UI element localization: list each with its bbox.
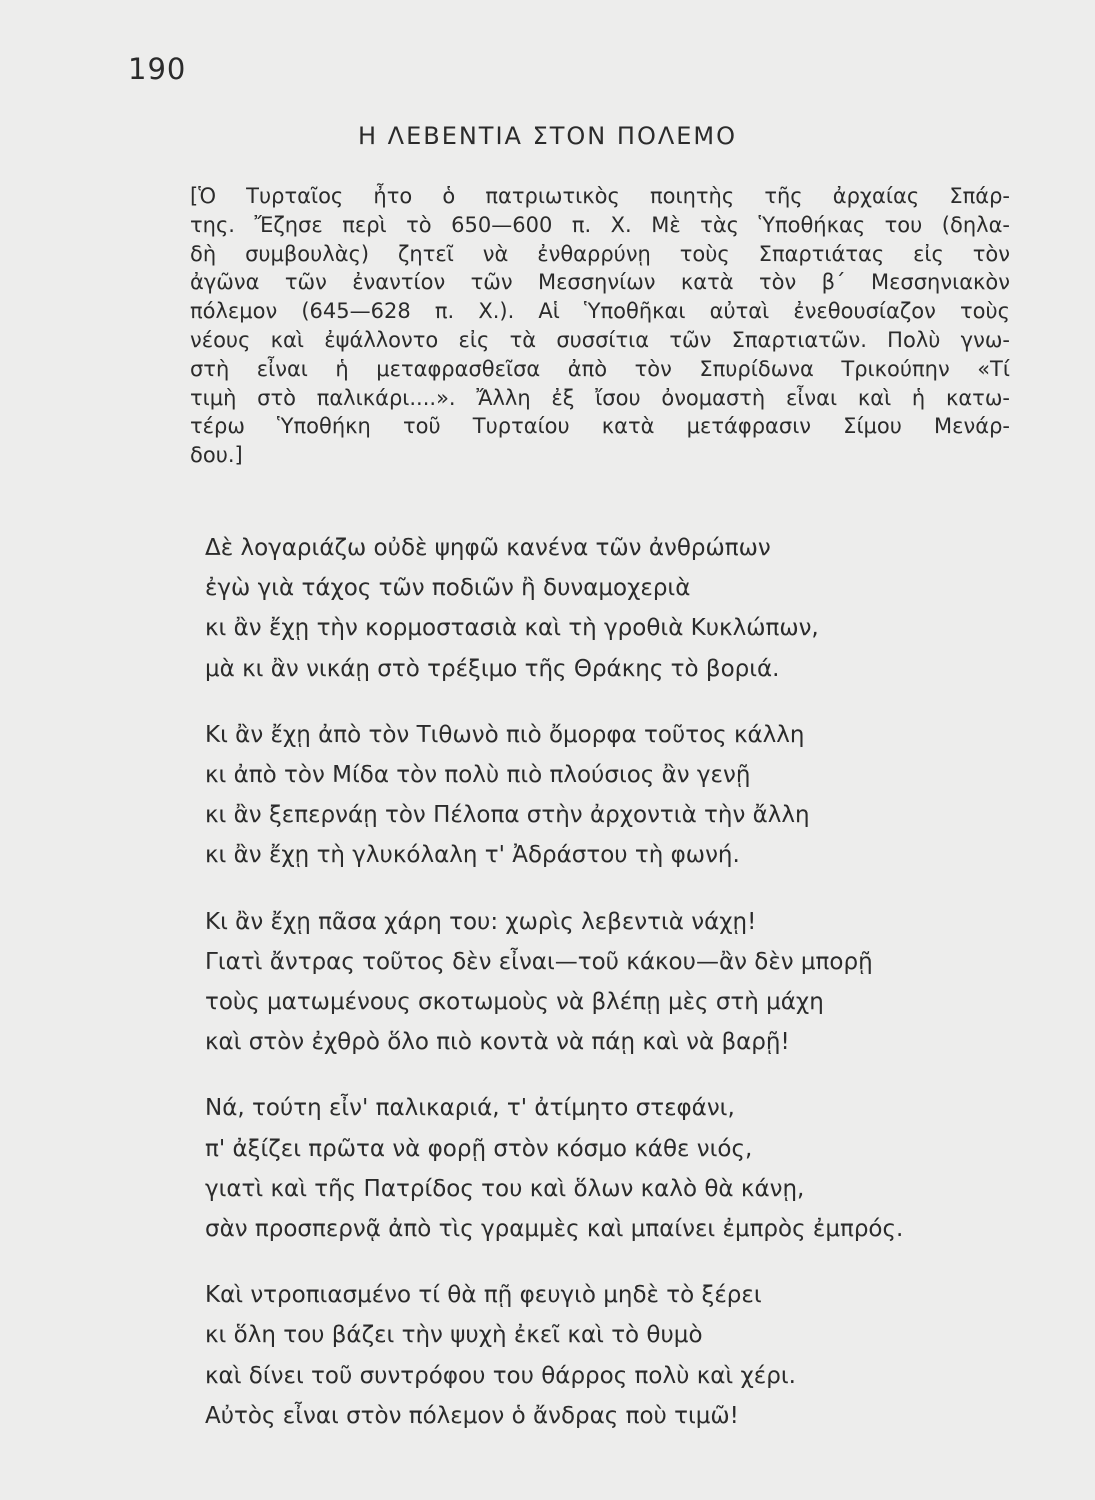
verse-line: Γιατὶ ἄντρας τοῦτος δὲν εἶναι—τοῦ κάκου—ἂν δὲν μπορῇ xyxy=(205,948,873,975)
poem xyxy=(205,528,965,1462)
verse-line: τοὺς ματωμένους σκοτωμοὺς νὰ βλέπῃ μὲς στὴ μάχη xyxy=(205,989,824,1016)
intro-line: [Ὁ Τυρταῖος ἦτο ὁ πατριωτικὸς ποιητὴς τῆς ἀρχαίας Σπάρ- xyxy=(190,184,1010,208)
verse-line: καὶ στὸν ἐχθρὸ ὅλο πιὸ κοντὰ νὰ πάῃ καὶ νὰ βαρῇ! xyxy=(205,1029,790,1056)
intro-line: τέρω Ὑποθήκη τοῦ Τυρταίου κατὰ μετάφρασιν Σίμου Μενάρ- xyxy=(190,414,1010,439)
intro-paragraph xyxy=(190,182,1010,470)
intro-line: ἀγῶνα τῶν ἐναντίον τῶν Μεσσηνίων κατὰ τὸν β΄ Μεσσηνιακὸν xyxy=(190,270,1010,295)
stanza xyxy=(205,715,965,876)
verse-line: κι ἀπὸ τὸν Μίδα τὸν πολὺ πιὸ πλούσιος ἂν γενῇ xyxy=(205,762,751,789)
verse-line: κι ἂν ἔχῃ τὴ γλυκόλαλη τ' Ἀδράστου τὴ φωνή. xyxy=(205,842,740,869)
intro-line: της. Ἔζησε περὶ τὸ 650—600 π. Χ. Μὲ τὰς Ὑποθήκας του (δηλα- xyxy=(190,212,1010,237)
verse-line: Νά, τούτη εἶν' παλικαριά, τ' ἀτίμητο στεφάνι, xyxy=(205,1095,735,1122)
intro-line: δὴ συμβουλὰς) ζητεῖ νὰ ἐνθαρρύνῃ τοὺς Σπαρτιάτας εἰς τὸν xyxy=(190,241,1010,266)
verse-line: κι ἂν ξεπερνάῃ τὸν Πέλοπα στὴν ἀρχοντιὰ τὴν ἄλλη xyxy=(205,802,810,829)
verse-line: Δὲ λογαριάζω οὐδὲ ψηφῶ κανένα τῶν ἀνθρώπων xyxy=(205,535,771,561)
verse-line: ἐγὼ γιὰ τάχος τῶν ποδιῶν ἢ δυναμοχεριὰ xyxy=(205,575,691,602)
intro-line: πόλεμον (645—628 π. Χ.). Αἱ Ὑποθῆκαι αὐταὶ ἐνεθουσίαζον τοὺς xyxy=(190,299,1010,324)
stanza xyxy=(205,902,965,1063)
stanza xyxy=(205,1088,965,1249)
verse-line: Κι ἂν ἔχῃ πᾶσα χάρη του: χωρὶς λεβεντιὰ νάχῃ! xyxy=(205,908,757,935)
intro-line: τιμὴ στὸ παλικάρι....». Ἄλλη ἐξ ἴσου ὀνομαστὴ εἶναι καὶ ἡ κατω- xyxy=(190,385,1010,410)
verse-line: π' ἀξίζει πρῶτα νὰ φορῇ στὸν κόσμο κάθε νιός, xyxy=(205,1135,753,1162)
intro-line: νέους καὶ ἐψάλλοντο εἰς τὰ συσσίτια τῶν Σπαρτιατῶν. Πολὺ γνω- xyxy=(190,327,1010,352)
verse-line: σὰν προσπερνᾷ ἀπὸ τὶς γραμμὲς καὶ μπαίνει ἐμπρὸς ἐμπρός. xyxy=(205,1216,904,1243)
page-number: 190 xyxy=(128,52,187,86)
verse-line: γιατὶ καὶ τῆς Πατρίδος του καὶ ὅλων καλὸ θὰ κάνῃ, xyxy=(205,1175,805,1202)
verse-line: Αὐτὸς εἶναι στὸν πόλεμον ὁ ἄνδρας ποὺ τιμῶ! xyxy=(205,1402,739,1429)
verse-line: κι ὅλη του βάζει τὴν ψυχὴ ἐκεῖ καὶ τὸ θυμὸ xyxy=(205,1322,703,1349)
verse-line: μὰ κι ἂν νικάῃ στὸ τρέξιμο τῆς Θράκης τὸ βοριά. xyxy=(205,655,780,682)
stanza xyxy=(205,528,965,689)
intro-line: στὴ εἶναι ἡ μεταφρασθεῖσα ἀπὸ τὸν Σπυρίδωνα Τρικούπην «Τί xyxy=(190,356,1010,381)
verse-line: καὶ δίνει τοῦ συντρόφου του θάρρος πολὺ καὶ χέρι. xyxy=(205,1362,796,1389)
verse-line: κι ἂν ἔχῃ τὴν κορμοστασιὰ καὶ τὴ γροθιὰ Κυκλώπων, xyxy=(205,615,819,642)
chapter-title: Η ΛΕΒΕΝΤΙΑ ΣΤΟΝ ΠΟΛΕΜΟ xyxy=(357,122,738,150)
stanza xyxy=(205,1275,965,1436)
verse-line: Καὶ ντροπιασμένο τί θὰ πῇ φευγιὸ μηδὲ τὸ ξέρει xyxy=(205,1282,762,1309)
verse-line: Κι ἂν ἔχῃ ἀπὸ τὸν Τιθωνὸ πιὸ ὄμορφα τοῦτος κάλλη xyxy=(205,721,805,748)
intro-line: δου.] xyxy=(190,443,243,468)
